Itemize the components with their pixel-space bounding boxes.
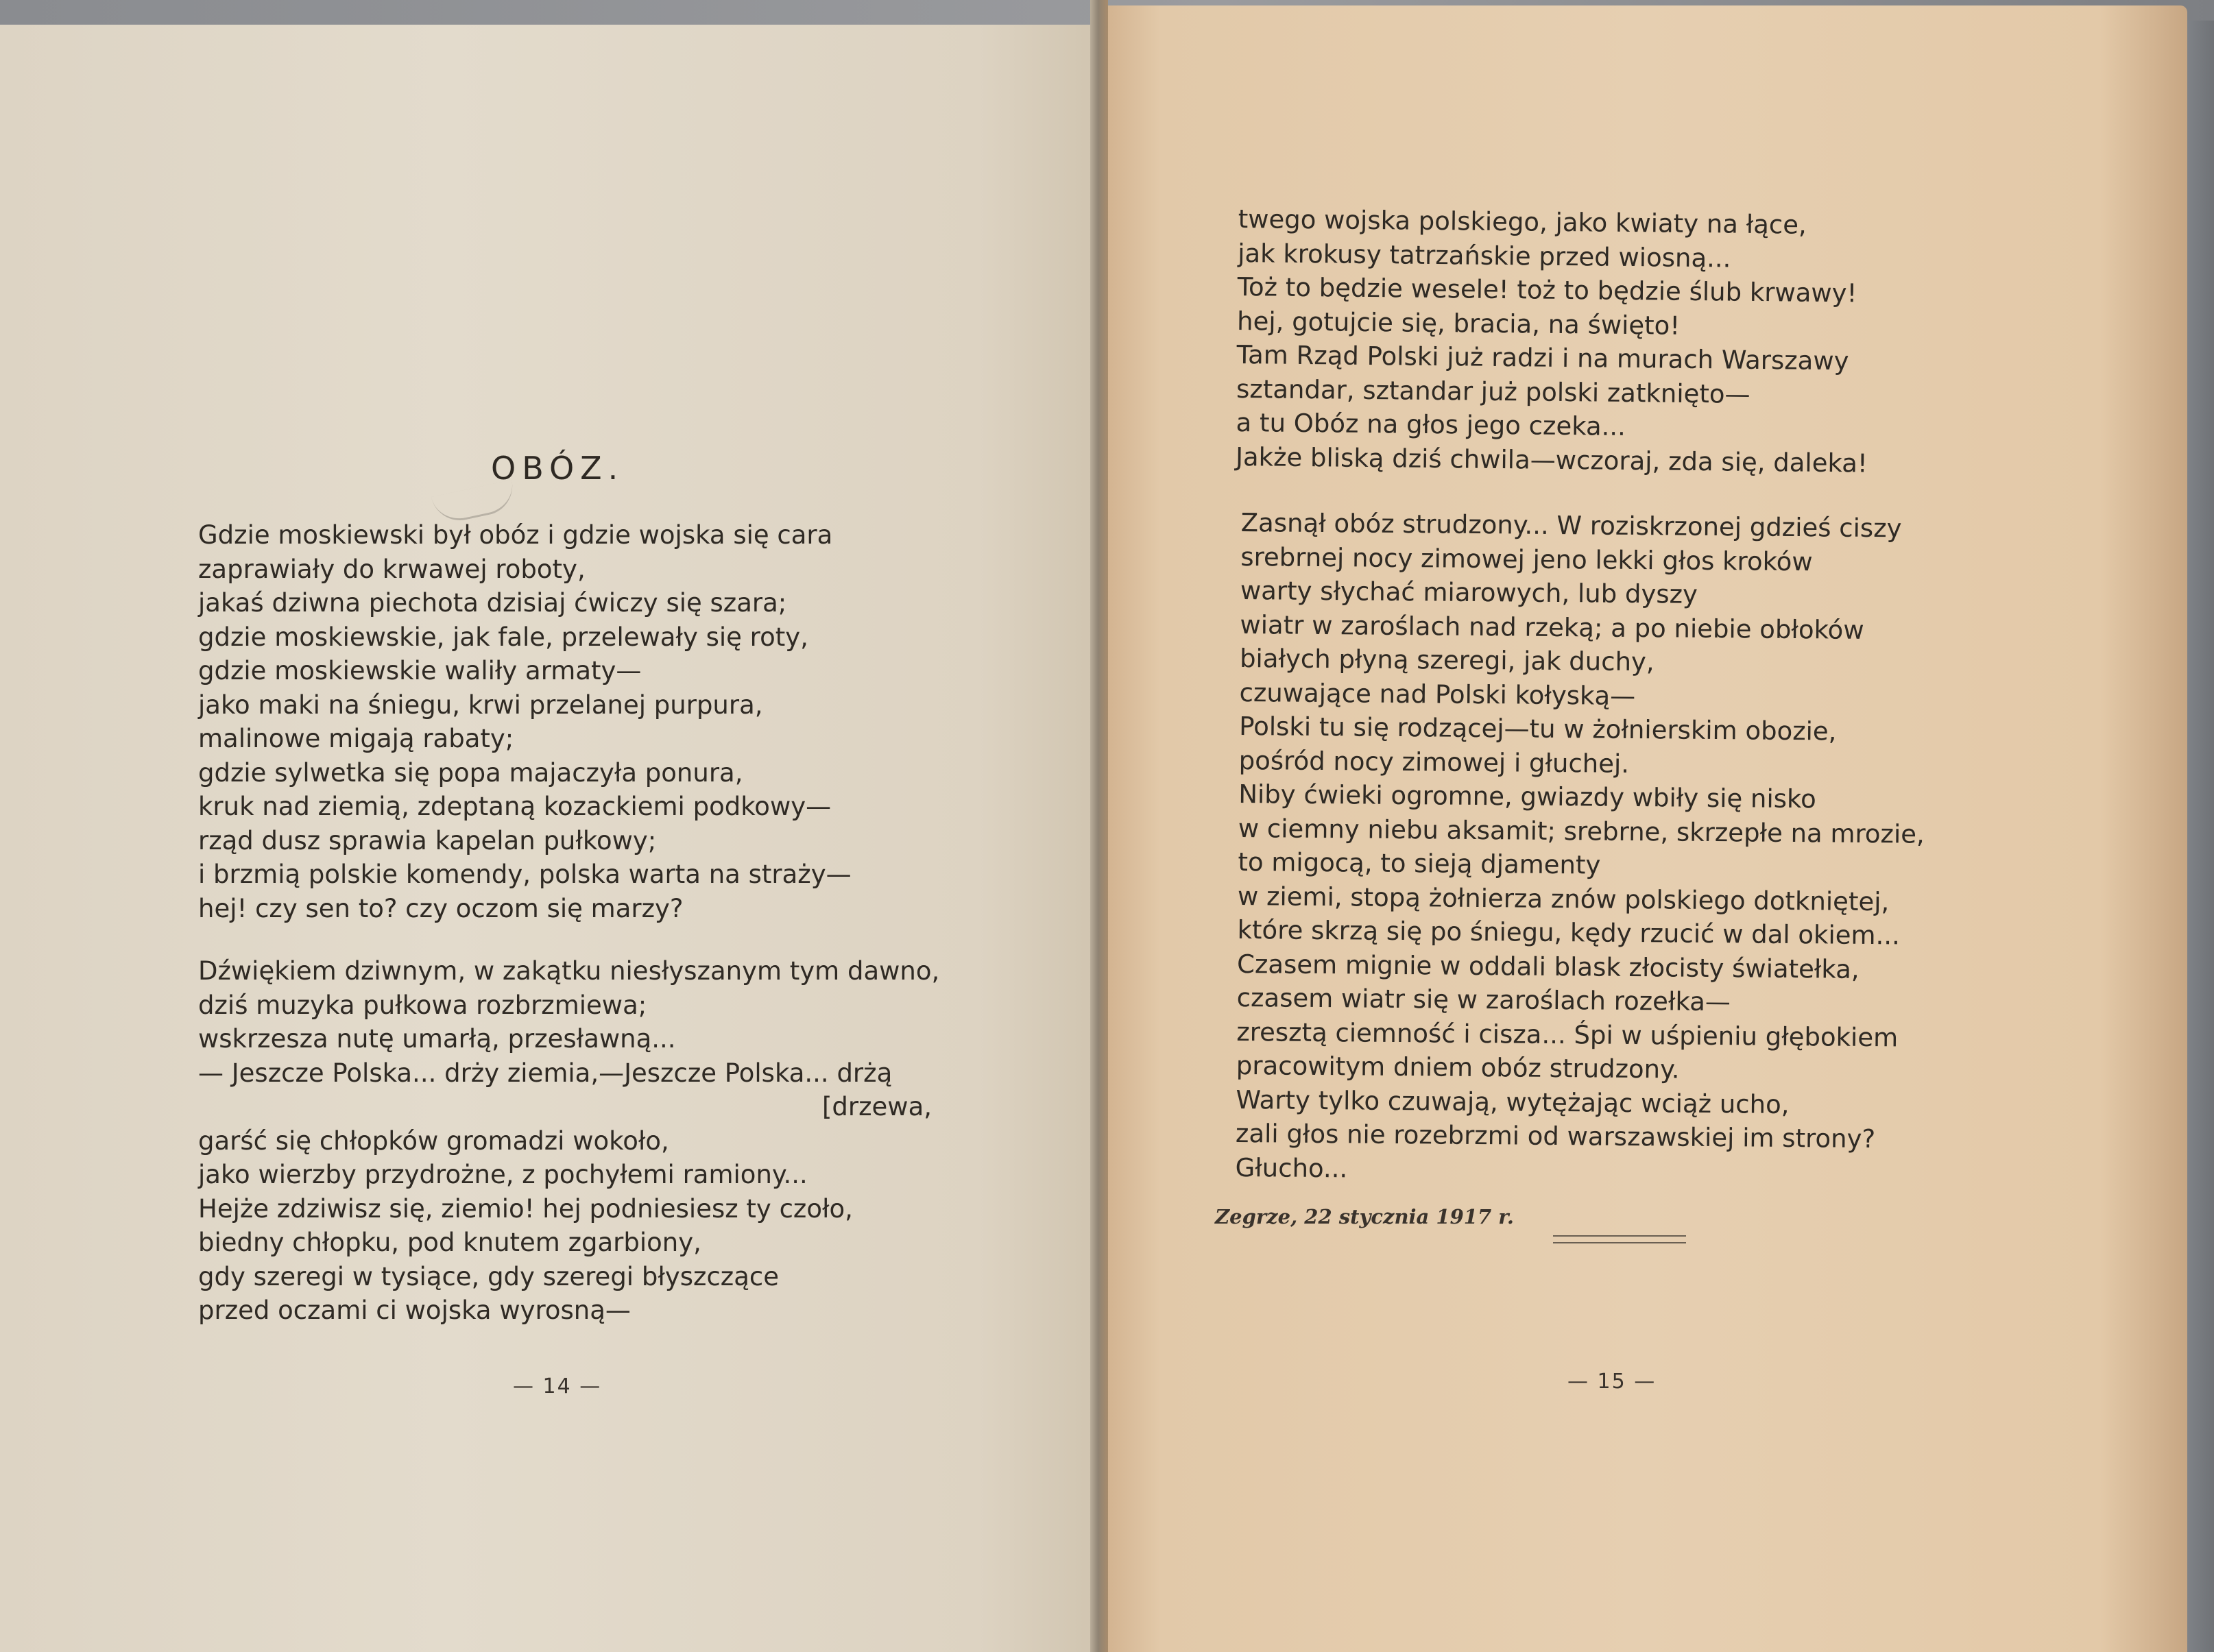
poem-line: Jakże bliską dziś chwila—wczoraj, zda się, daleka!	[1235, 441, 1868, 478]
poem-line: zresztą ciemność i cisza... Śpi w uśpieniu głębokiem	[1236, 1017, 1899, 1052]
poem-line: Zasnął obóz strudzony... W roziskrzonej gdzieś ciszy	[1240, 507, 1902, 544]
poem-line: jako wierzby przydrożne, z pochyłemi ramiony...	[198, 1160, 808, 1189]
poem-line: sztandar, sztandar już polski zatknięto—	[1236, 374, 1750, 409]
poem-line: biedny chłopku, pod knutem zgarbiony,	[198, 1228, 701, 1257]
right-stanza-2	[1235, 506, 1995, 1191]
poem-line: zaprawiały do krwawej roboty,	[198, 554, 586, 584]
poem-line: to migocą, to sieją djamenty	[1238, 847, 1601, 880]
poem-line: w ziemi, stopą żołnierza znów polskiego dotkniętej,	[1237, 881, 1890, 916]
poem-line: a tu Obóz na głos jego czeka...	[1236, 407, 1626, 441]
poem-line: twego wojska polskiego, jako kwiaty na łące,	[1238, 204, 1807, 240]
poem-line: Dźwiękiem dziwnym, w zakątku niesłyszanym tym dawno,	[198, 956, 940, 986]
left-stanza-1	[198, 518, 952, 925]
poem-line: zali głos nie rozebrzmi od warszawskiej im strony?	[1235, 1118, 1876, 1154]
poem-line: Polski tu się rodzącej—tu w żołnierskim obozie,	[1239, 711, 1837, 746]
closing-rule	[1553, 1235, 1686, 1243]
poem-line: gdy szeregi w tysiące, gdy szeregi błyszczące	[198, 1261, 779, 1291]
poem-line: czuwające nad Polski kołyską—	[1239, 677, 1636, 711]
page-edge-shadow	[2187, 21, 2214, 1652]
poem-line: malinowe migają rabaty;	[198, 724, 514, 753]
poem-line: rząd dusz sprawia kapelan pułkowy;	[198, 825, 657, 855]
poem-line: wiatr w zaroślach nad rzeką; a po niebie obłoków	[1240, 609, 1864, 645]
right-stanza-1	[1236, 202, 1965, 481]
poem-line: — Jeszcze Polska... drży ziemia,—Jeszcze Polska... drżą	[198, 1058, 893, 1088]
poem-line: Warty tylko czuwają, wytężając wciąż ucho,	[1236, 1084, 1790, 1119]
page-number-right: — 15 —	[1567, 1370, 1657, 1394]
poem-line: Głucho...	[1235, 1152, 1348, 1183]
poem-line: Gdzie moskiewski był obóz i gdzie wojska się cara	[198, 520, 833, 550]
poem-line: srebrnej nocy zimowej jeno lekki głos kroków	[1240, 542, 1813, 576]
poem-line: gdzie moskiewskie, jak fale, przelewały się roty,	[198, 622, 808, 652]
poem-line: przed oczami ci wojska wyrosną—	[198, 1296, 631, 1325]
poem-line: białych płyną szeregi, jak duchy,	[1239, 643, 1655, 677]
poem-line: Niby ćwieki ogromne, gwiazdy wbiły się nisko	[1238, 779, 1816, 814]
poem-line: wskrzesza nutę umarłą, przesławną...	[198, 1024, 676, 1054]
poem-line: które skrzą się po śniegu, kędy rzucić w dal okiem...	[1237, 914, 1901, 951]
poem-line: Toż to będzie wesele! toż to będzie ślub krwawy!	[1237, 271, 1857, 308]
book-gutter	[1090, 0, 1108, 1652]
dateline: Zegrze, 22 stycznia 1917 r.	[1215, 1205, 1514, 1228]
poem-line: jak krokusy tatrzańskie przed wiosną...	[1238, 238, 1731, 274]
poem-line: garść się chłopków gromadzi wokoło,	[198, 1126, 669, 1156]
poem-line: warty słychać miarowych, lub dyszy	[1240, 575, 1698, 609]
poem-line: czasem wiatr się w zaroślach rozełka—	[1236, 982, 1731, 1017]
poem-line-continuation: [drzewa,	[821, 1092, 932, 1121]
poem-line: pracowitym dniem obóz strudzony.	[1236, 1050, 1680, 1084]
poem-line: pośród nocy zimowej i głuchej.	[1238, 745, 1630, 779]
poem-line: Hejże zdziwisz się, ziemio! hej podniesiesz ty czoło,	[198, 1193, 853, 1224]
poem-line: jakaś dziwna piechota dzisiaj ćwiczy się szara;	[198, 588, 787, 618]
poem-line: jako maki na śniegu, krwi przelanej purpura,	[198, 690, 763, 720]
poem-line: i brzmią polskie komendy, polska warta na straży—	[198, 860, 852, 889]
poem-line: gdzie moskiewskie waliły armaty—	[198, 656, 642, 685]
poem-line: w ciemny niebu aksamit; srebrne, skrzepłe na mrozie,	[1238, 813, 1925, 849]
left-stanza-2	[198, 954, 940, 1328]
poem-line: dziś muzyka pułkowa rozbrzmiewa;	[198, 990, 647, 1020]
poem-line: hej, gotujcie się, bracia, na święto!	[1236, 306, 1681, 341]
page-number-left: — 14 —	[513, 1374, 602, 1398]
poem-line: hej! czy sen to? czy oczom się marzy?	[198, 893, 684, 923]
poem-line: Czasem mignie w oddali blask złocisty światełka,	[1236, 949, 1860, 984]
poem-line: gdzie sylwetka się popa majaczyła ponura,	[198, 757, 743, 788]
poem-line: kruk nad ziemią, zdeptaną kozackiemi podkowy—	[198, 792, 832, 821]
poem-title: OBÓZ.	[491, 450, 625, 487]
poem-line: Tam Rząd Polski już radzi i na murach Warszawy	[1236, 339, 1849, 376]
